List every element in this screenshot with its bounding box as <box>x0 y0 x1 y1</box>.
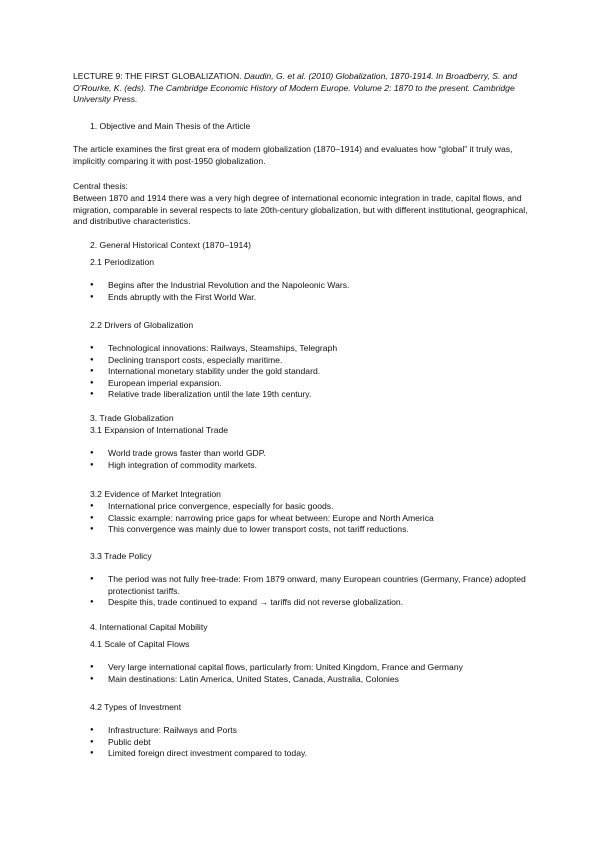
list-item: ● Declining transport costs, especially maritime. <box>90 355 540 367</box>
list-item: ● Ends abruptly with the First World War. <box>90 292 540 304</box>
list-item: ● International price convergence, especially for basic goods. <box>90 501 540 513</box>
lecture-citation: Daudin, G. et al. (2010) Globalization, 1870-1914. In Broadberry, S. and O'Rourke, K. (eds). The Cambridge Economic History of Modern Europe. Volume 2: 1870 to the present. Cambridge University Press. <box>73 71 518 105</box>
section-2-1-heading: 2.1 Periodization <box>90 257 155 267</box>
section-2-1-list <box>90 280 540 303</box>
section-2-2-list <box>90 343 540 401</box>
list-item: ● This convergence was mainly due to lower transport costs, not tariff reductions. <box>90 524 540 536</box>
section-3-2-heading: 3.2 Evidence of Market Integration <box>90 489 221 499</box>
lecture-title: LECTURE 9: THE FIRST GLOBALIZATION. <box>73 71 242 81</box>
section-3-2-list <box>90 501 540 536</box>
section-1-heading: 1. Objective and Main Thesis of the Article <box>90 121 251 131</box>
list-item: ● Infrastructure: Railways and Ports <box>90 725 540 737</box>
list-item: ● Main destinations: Latin America, United States, Canada, Australia, Colonies <box>90 674 540 686</box>
section-3-1-heading: 3.1 Expansion of International Trade <box>90 425 229 435</box>
section-4-2-heading: 4.2 Types of Investment <box>90 702 182 712</box>
section-2-heading: 2. General Historical Context (1870–1914) <box>90 240 251 250</box>
list-item: ● European imperial expansion. <box>90 378 540 390</box>
list-item: ● Limited foreign direct investment compared to today. <box>90 748 540 760</box>
central-thesis-label: Central thesis: <box>73 181 128 191</box>
section-4-2-list <box>90 725 540 760</box>
lecture-header <box>73 71 543 106</box>
list-item: ● Begins after the Industrial Revolution and the Napoleonic Wars. <box>90 280 540 292</box>
list-item: ● International monetary stability under the gold standard. <box>90 366 540 378</box>
section-3-1-list <box>90 448 540 471</box>
section-3-3-list <box>90 574 540 609</box>
list-item: ● Technological innovations: Railways, Steamships, Telegraph <box>90 343 540 355</box>
section-4-1-heading: 4.1 Scale of Capital Flows <box>90 639 190 649</box>
section-2-2-heading: 2.2 Drivers of Globalization <box>90 320 194 330</box>
list-item: ● Very large international capital flows, particularly from: United Kingdom, France and Germany <box>90 662 540 674</box>
list-item: ● World trade grows faster than world GDP. <box>90 448 540 460</box>
section-4-1-list <box>90 662 540 685</box>
list-item: ● High integration of commodity markets. <box>90 460 540 472</box>
list-item: ● The period was not fully free-trade: From 1879 onward, many European countries (Germany, France) adopted protectionist tariffs. <box>90 574 540 597</box>
central-thesis-text: Between 1870 and 1914 there was a very high degree of international economic integration in trade, capital flows, and migration, comparable in several respects to late 20th-century globalization, but with different institutional, geographical, and distributive characteristics. <box>73 193 528 227</box>
section-3-heading: 3. Trade Globalization <box>90 413 174 423</box>
list-item: ● Despite this, trade continued to expand → tariffs did not reverse globalization. <box>90 597 540 609</box>
list-item: ● Classic example: narrowing price gaps for wheat between: Europe and North America <box>90 513 540 525</box>
list-item: ● Public debt <box>90 737 540 749</box>
list-item: ● Relative trade liberalization until the late 19th century. <box>90 389 540 401</box>
section-4-heading: 4. International Capital Mobility <box>90 622 208 632</box>
section-3-3-heading: 3.3 Trade Policy <box>90 551 152 561</box>
section-1-text: The article examines the first great era of modern globalization (1870–1914) and evaluates how “global” it truly was, implicitly comparing it with post-1950 globalization. <box>73 144 513 166</box>
